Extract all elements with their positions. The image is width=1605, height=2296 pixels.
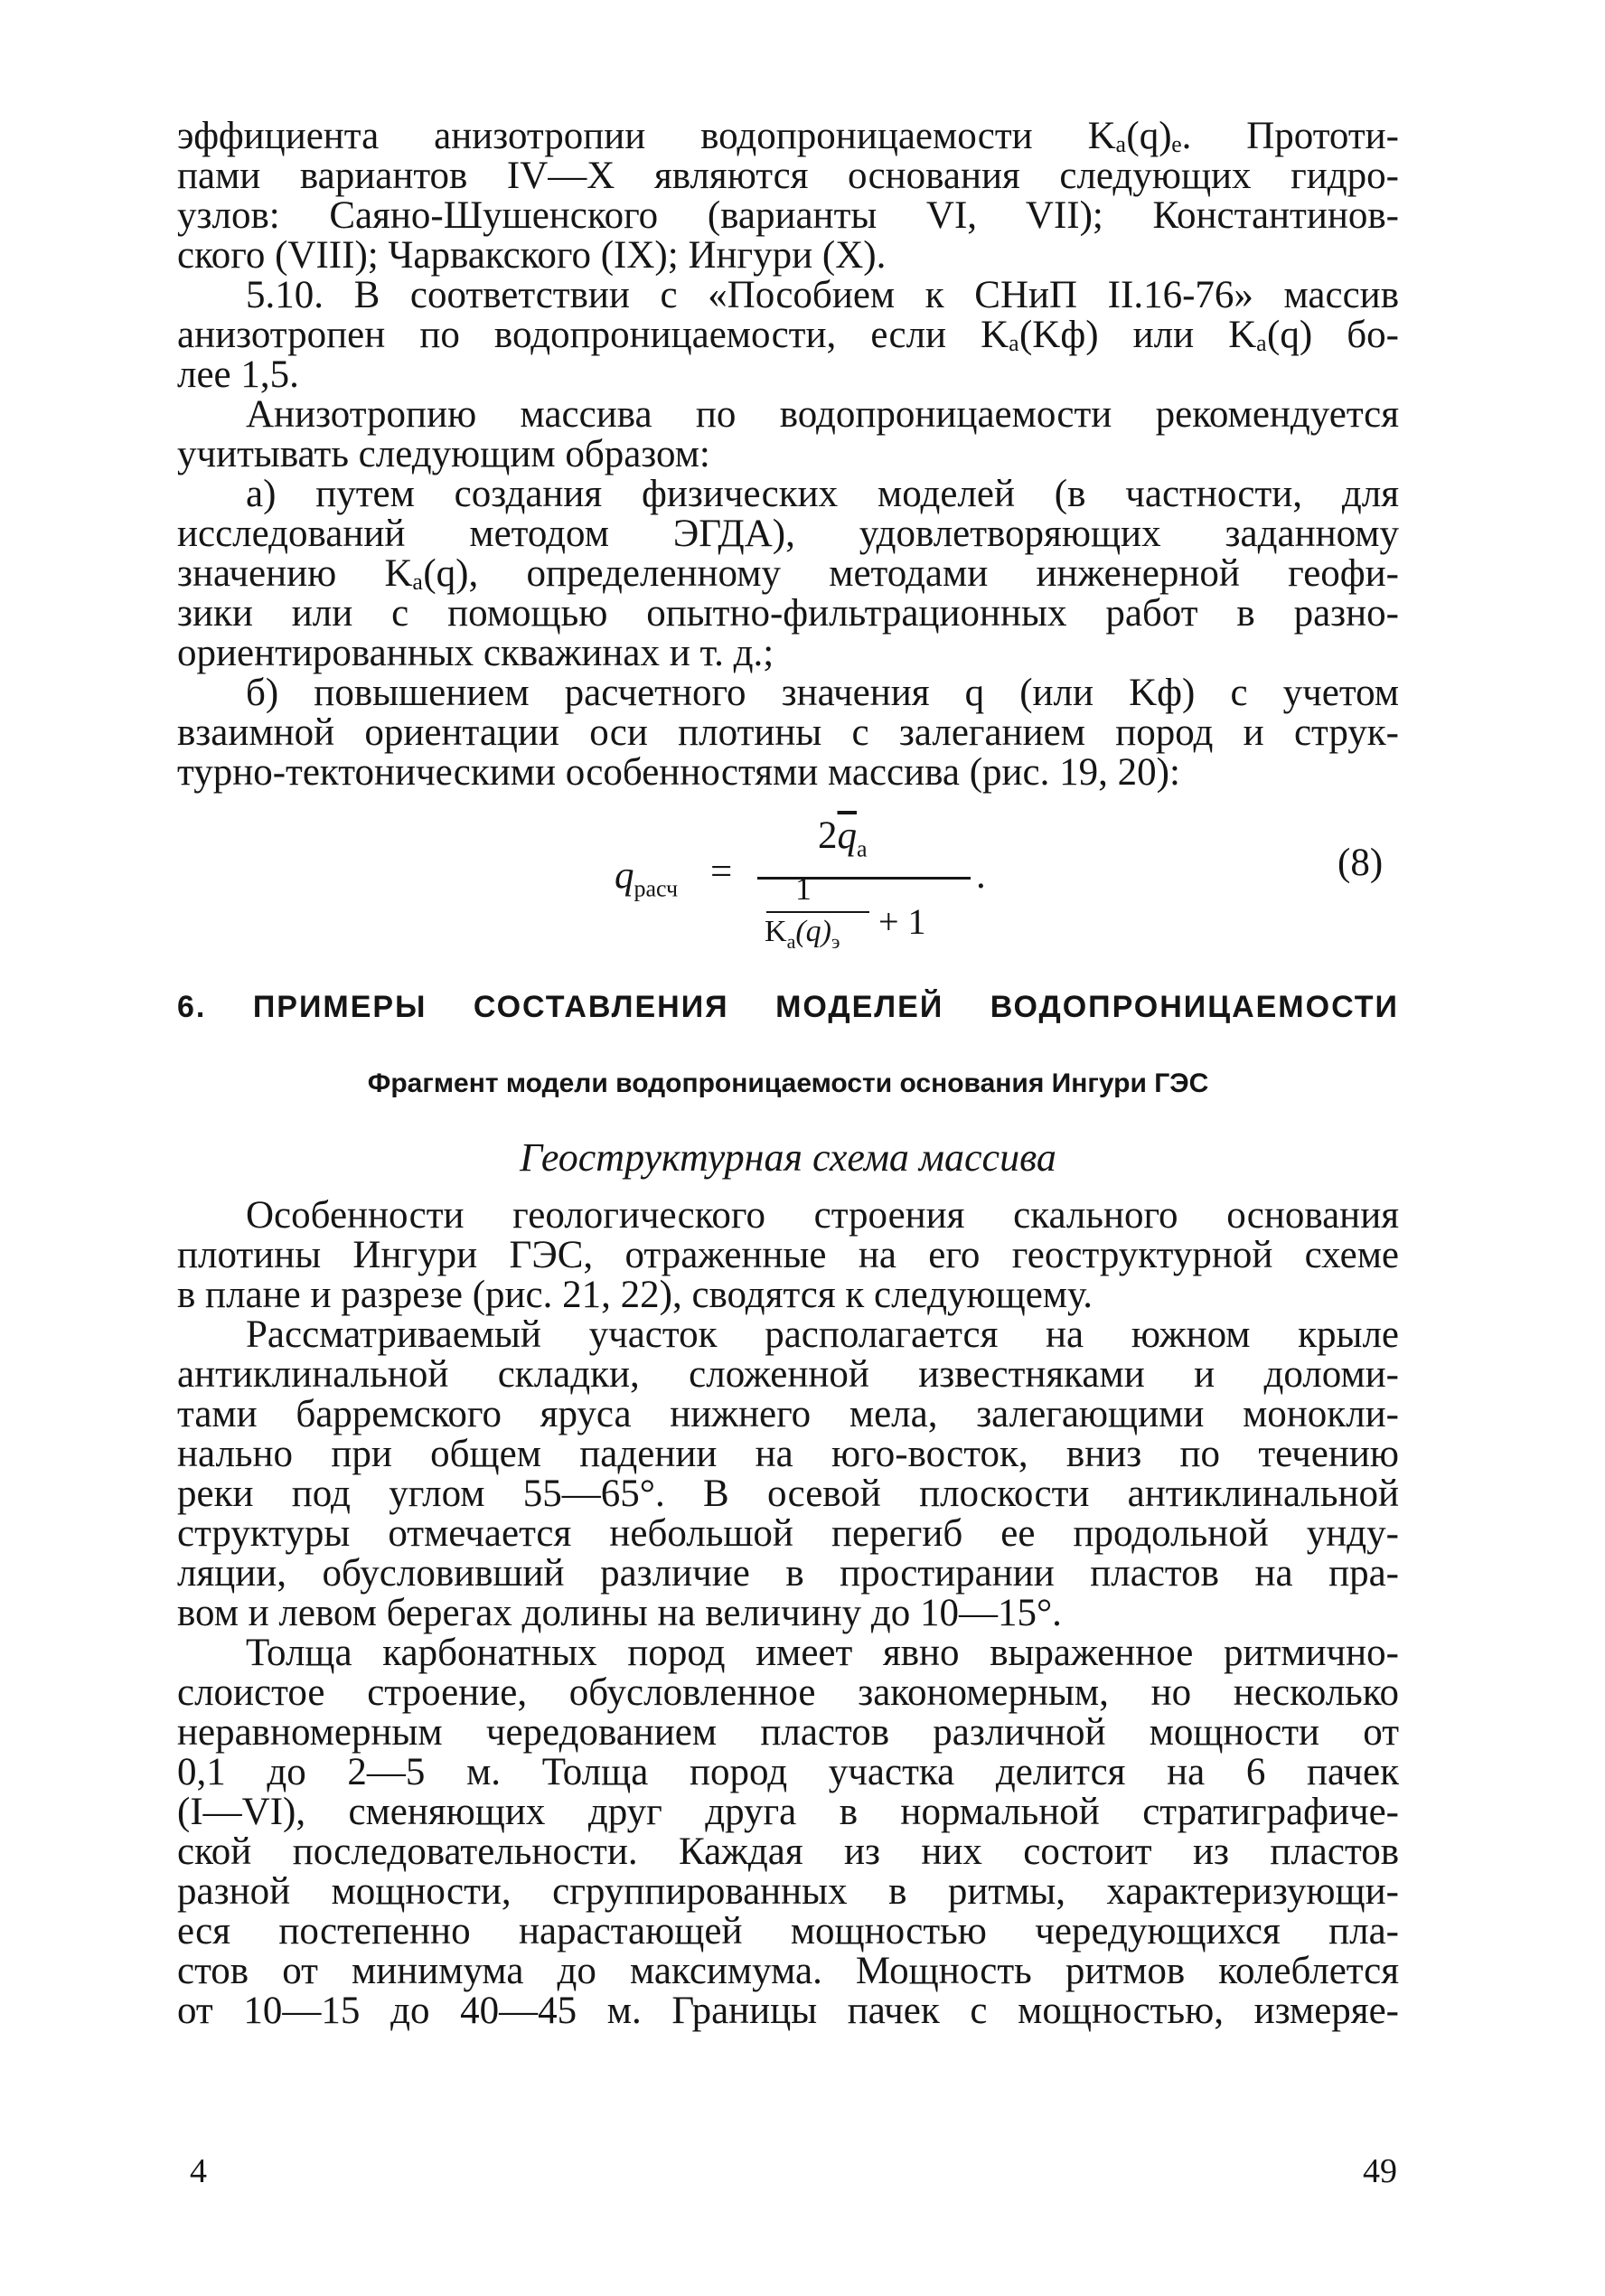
text-line: эффициента анизотропии водопроницаемости Kₐ(q)ₑ. Прототи-: [177, 115, 1399, 157]
text-line: 0,1 до 2—5 м. Толща пород участка делится на 6 пачек: [177, 1751, 1399, 1793]
text-line: а) путем создания физических моделей (в частности, для: [246, 473, 1399, 515]
italic-heading: Геоструктурная схема массива: [520, 1135, 1056, 1180]
fraction-bar: [757, 877, 971, 880]
text-line: б) повышением расчетного значения q (или Kф) с учетом: [246, 672, 1399, 714]
formula-denominator: $K_а(q)_э$: [765, 915, 840, 953]
formula-lhs: $q_{расч}$: [615, 854, 679, 902]
page-number: 49: [1363, 2152, 1397, 2190]
text-line: ской последовательности. Каждая из них состоит из пластов: [177, 1830, 1399, 1873]
text-line: пами вариантов IV—X являются основания следующих гидро-: [177, 155, 1399, 197]
text-line: 5.10. В соответствии с «Пособием к СНиП II.16-76» массив: [246, 274, 1399, 316]
text-line: ляции, обусловивший различие в простирании пластов на пра-: [177, 1552, 1399, 1595]
text-line: турно-тектоническими особенностями массива (рис. 19, 20):: [177, 751, 1180, 794]
text-line: взаимной ориентации оси плотины с залеганием пород и струк-: [177, 711, 1399, 754]
text-line: Анизотропию массива по водопроницаемости рекомендуется: [246, 393, 1399, 436]
text-line: в плане и разрезе (рис. 21, 22), сводятся к следующему.: [177, 1274, 1093, 1316]
text-line: тами барремского яруса нижнего мела, залегающими монокли-: [177, 1393, 1399, 1435]
text-line: еся постепенно нарастающей мощностью чередующихся пла-: [177, 1910, 1399, 1953]
formula-8: [615, 814, 994, 967]
text-line: реки под углом 55—65°. В осевой плоскости антиклинальной: [177, 1473, 1399, 1515]
text-line: исследований методом ЭГДА), удовлетворяющих заданному: [177, 513, 1399, 555]
inner-fraction-bar: [766, 911, 869, 913]
formula-equals: =: [710, 851, 733, 893]
formula-numerator: $2\overline{q}_а$: [818, 814, 868, 862]
text-line: разной мощности, сгруппированных в ритмы, характеризующи-: [177, 1870, 1399, 1913]
text-line: неравномерным чередованием пластов различной мощности от: [177, 1711, 1399, 1754]
formula-denominator-one: 1: [795, 870, 812, 907]
subheading: Фрагмент модели водопроницаемости основания Ингури ГЭС: [367, 1068, 1209, 1098]
text-line: ского (VIII); Чарвакского (IX); Ингури (X).: [177, 234, 887, 277]
text-line: Толща карбонатных пород имеет явно выраженное ритмично-: [246, 1632, 1399, 1674]
text-line: (I—VI), сменяющих друг друга в нормальной стратиграфиче-: [177, 1791, 1399, 1833]
text-line: анизотропен по водопроницаемости, если Kₐ(Kф) или Kₐ(q) бо-: [177, 314, 1399, 356]
section-heading: 6. ПРИМЕРЫ СОСТАВЛЕНИЯ МОДЕЛЕЙ ВОДОПРОНИЦАЕМОСТИ: [177, 990, 1399, 1024]
formula-plus-one: + 1: [878, 901, 926, 942]
text-line: антиклинальной складки, сложенной известняками и доломи-: [177, 1353, 1399, 1396]
formula-end-dot: .: [976, 854, 986, 897]
text-line: нально при общем падении на юго-восток, вниз по течению: [177, 1433, 1399, 1475]
text-line: узлов: Саяно-Шушенского (варианты VI, VII); Константинов-: [177, 194, 1399, 237]
text-line: Рассматриваемый участок располагается на южном крыле: [246, 1313, 1399, 1356]
text-line: значению Kₐ(q), определенному методами инженерной геофи-: [177, 552, 1399, 595]
text-line: учитывать следующим образом:: [177, 433, 710, 475]
text-line: вом и левом берегах долины на величину до 10—15°.: [177, 1592, 1062, 1634]
text-line: плотины Ингури ГЭС, отраженные на его геоструктурной схеме: [177, 1234, 1399, 1276]
text-line: ориентированных скважинах и т. д.;: [177, 632, 774, 674]
text-line: зики или с помощью опытно-фильтрационных работ в разно-: [177, 592, 1399, 635]
signature-mark: 4: [190, 2152, 207, 2190]
text-line: Особенности геологического строения скального основания: [246, 1194, 1399, 1237]
text-line: лее 1,5.: [177, 353, 299, 396]
text-line: стов от минимума до максимума. Мощность ритмов колеблется: [177, 1950, 1399, 1992]
text-line: от 10—15 до 40—45 м. Границы пачек с мощностью, измеряе-: [177, 1990, 1399, 2032]
equation-number: (8): [1338, 842, 1384, 884]
text-line: слоистое строение, обусловленное закономерным, но несколько: [177, 1671, 1399, 1714]
text-line: структуры отмечается небольшой перегиб ее продольной унду-: [177, 1512, 1399, 1555]
